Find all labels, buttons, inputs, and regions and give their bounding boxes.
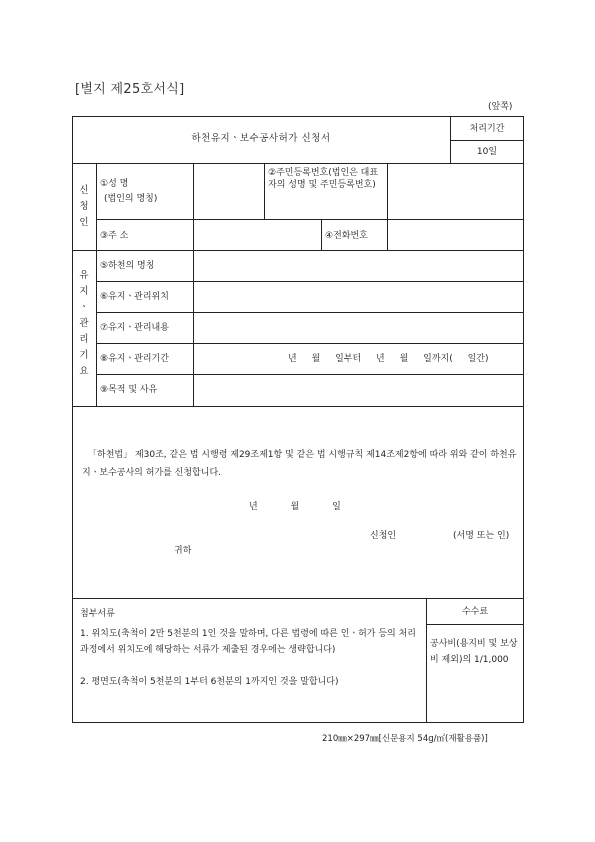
declaration-statement: 「하천법」 제30조, 같은 법 시행령 제29조제1항 및 같은 법 시행규칙 제14조제2항에 따라 위와 같이 하천유지ㆍ보수공사의 허가를 신청합니다. bbox=[82, 450, 517, 478]
river-name-label: ⑤하천의 명칭 bbox=[100, 261, 155, 271]
content-label: ⑦유지ㆍ관리내용 bbox=[100, 323, 169, 333]
applicant-section-label: 신청인 bbox=[79, 185, 89, 228]
corp-name-label: (법인의 명칭) bbox=[104, 194, 158, 204]
phone-label: ④전화번호 bbox=[325, 231, 368, 241]
address-label: ③주 소 bbox=[100, 231, 129, 241]
period-value[interactable]: 년 월 일부터 년 월 일까지( 일간) bbox=[288, 354, 489, 364]
attachments-heading: 첨부서류 bbox=[80, 609, 115, 619]
page-side-label: (앞쪽) bbox=[488, 102, 513, 112]
location-field[interactable] bbox=[194, 282, 523, 311]
content-field[interactable] bbox=[194, 313, 523, 342]
section-label-divider bbox=[96, 163, 97, 406]
purpose-label: ⑨목적 및 사유 bbox=[100, 385, 158, 395]
name-value-field[interactable] bbox=[194, 164, 263, 218]
maintenance-section-label: 유지ㆍ관리기요 bbox=[79, 270, 89, 377]
name-label: ①성 명 bbox=[100, 179, 129, 189]
rrn-value-field[interactable] bbox=[388, 164, 523, 218]
signature-note: (서명 또는 인) bbox=[453, 531, 510, 541]
declaration-date[interactable]: 년 월 일 bbox=[249, 502, 341, 512]
attachment-item: 1. 위치도(축척이 2만 5천분의 1인 것을 말하며, 다른 법령에 따른 인ㆍ허가 등의 처리과정에서 위치도에 해당하는 서류가 제출된 경우에는 생략합니다) bbox=[80, 629, 416, 655]
phone-value-field[interactable] bbox=[388, 220, 523, 249]
fee-heading: 수수료 bbox=[461, 607, 489, 617]
attachment-item: 2. 평면도(축척이 5천분의 1부터 6천분의 1까지인 것을 말합니다) bbox=[80, 677, 339, 687]
fee-text: 공사비(용지비 및 보상비 제외)의 1/1,000 bbox=[430, 639, 518, 665]
fee-heading-divider bbox=[426, 624, 524, 625]
address-value-field[interactable] bbox=[194, 220, 320, 249]
maint-row-divider-3 bbox=[96, 343, 524, 344]
processing-divider bbox=[450, 140, 524, 141]
declaration-bottom-line bbox=[72, 598, 524, 599]
applicant-signature-label: 신청인 bbox=[370, 531, 397, 541]
paper-spec-footer: 210㎜×297㎜[신문용지 54g/㎡(재활용품)] bbox=[322, 734, 488, 744]
period-label: ⑧유지ㆍ관리기간 bbox=[100, 354, 169, 364]
name-rrn-divider bbox=[264, 163, 265, 219]
maintenance-bottom-line bbox=[72, 406, 524, 407]
addressee-label: 귀하 bbox=[174, 546, 192, 556]
processing-period-label: 처리기간 bbox=[469, 124, 505, 134]
address-phone-divider bbox=[321, 219, 322, 250]
rrn-label: ②주민등록번호(법인은 대표자의 성명 및 주민등록번호) bbox=[268, 168, 379, 190]
location-label: ⑥유지ㆍ관리위치 bbox=[100, 292, 169, 302]
form-title: 하천유지ㆍ보수공사허가 신청서 bbox=[191, 133, 331, 144]
purpose-field[interactable] bbox=[194, 375, 523, 405]
processing-period-value: 10일 bbox=[476, 147, 498, 157]
river-name-field[interactable] bbox=[194, 251, 523, 280]
form-number-label: [별지 제25호서식] bbox=[75, 82, 185, 97]
